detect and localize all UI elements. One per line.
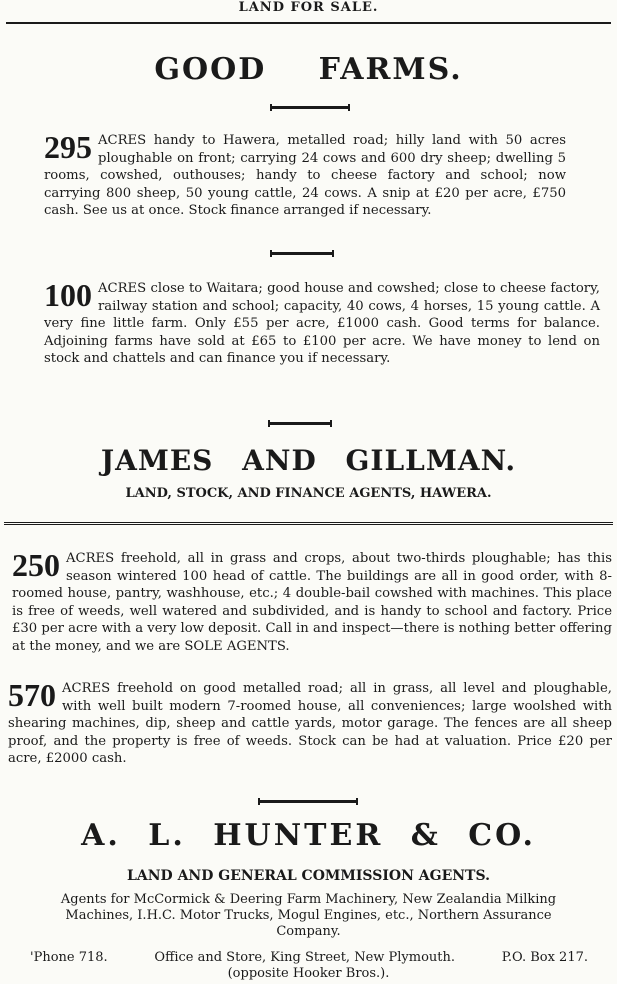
listing-text: ACRES freehold, all in grass and crops, about two-thirds ploughable; has this season wintered 100 head of cattle. The buildings are all in good order, with 8-roomed house, pantry, washhouse, etc.; 4 double-bail cowshed with machines. This place is free of weeds, well watered and subdivided, and is handy to school and factory. Price £30 per acre with a very low deposit. Call in and inspect—there is nothing better offering at the money, and we are SOLE AGENTS.: [12, 551, 612, 654]
hunter-phone: 'Phone 718.: [30, 950, 108, 965]
section-rule: [4, 522, 613, 528]
hunter-opposite: (opposite Hooker Bros.).: [227, 966, 390, 981]
listing-text: ACRES handy to Hawera, metalled road; hilly land with 50 acres ploughable on front; carrying 24 cows and 600 dry sheep; dwelling 5 rooms, cowshed, outhouses; handy to cheese factory and school; now carrying 800 sheep, 50 young cattle, 24 cows. A snip at £20 per acre, £750 cash. See us at once. Stock finance arranged if necessary.: [44, 133, 566, 218]
listing-acreage: 570: [8, 677, 56, 713]
listing-295: [44, 129, 566, 220]
ornament-divider: [270, 106, 350, 109]
listing-acreage: 295: [44, 129, 92, 165]
listing-text: ACRES freehold on good metalled road; all in grass, all level and ploughable, with well built modern 7-roomed house, all conveniences; large woolshed with shearing machines, dip, sheep and cattle yards, motor garage. The fences are all sheep proof, and the property is free of weeds. Stock can be had at valuation. Price £20 per acre, £2000 cash.: [8, 681, 612, 766]
listing-100: [44, 277, 600, 368]
listing-acreage: 250: [12, 547, 60, 583]
hunter-tagline: LAND AND GENERAL COMMISSION AGENTS.: [127, 868, 490, 884]
hunter-po-box: P.O. Box 217.: [501, 950, 588, 965]
listing-250: [12, 547, 612, 655]
james-gillman-tagline: LAND, STOCK, AND FINANCE AGENTS, HAWERA.: [125, 486, 492, 501]
page-header: LAND FOR SALE.: [238, 0, 379, 15]
good-farms-heading: GOOD FARMS.: [154, 52, 463, 87]
hunter-agents: Agents for McCormick & Deering Farm Machinery, New Zealandia Milking Machines, I.H.C. Motor Trucks, Mogul Engines, etc., Northern Assurance Company.: [60, 892, 557, 939]
header-rule: [6, 22, 611, 24]
hunter-contact-row: [30, 950, 588, 965]
listing-570: [8, 677, 612, 768]
ornament-divider: [258, 800, 358, 803]
ornament-divider: [270, 252, 334, 255]
hunter-address: Office and Store, King Street, New Plymouth.: [154, 950, 456, 965]
listing-text: ACRES close to Waitara; good house and cowshed; close to cheese factory, railway station and school; capacity, 40 cows, 4 horses, 15 young cattle. A very fine little farm. Only £55 per acre, £1000 cash. Good terms for balance. Adjoining farms have sold at £65 to £100 per acre. We have money to lend on stock and chattels and can finance you if necessary.: [44, 281, 600, 366]
hunter-heading: A. L. HUNTER & CO.: [81, 818, 536, 853]
james-gillman-heading: JAMES AND GILLMAN.: [100, 444, 517, 477]
listing-acreage: 100: [44, 277, 92, 313]
ornament-divider: [268, 422, 332, 425]
